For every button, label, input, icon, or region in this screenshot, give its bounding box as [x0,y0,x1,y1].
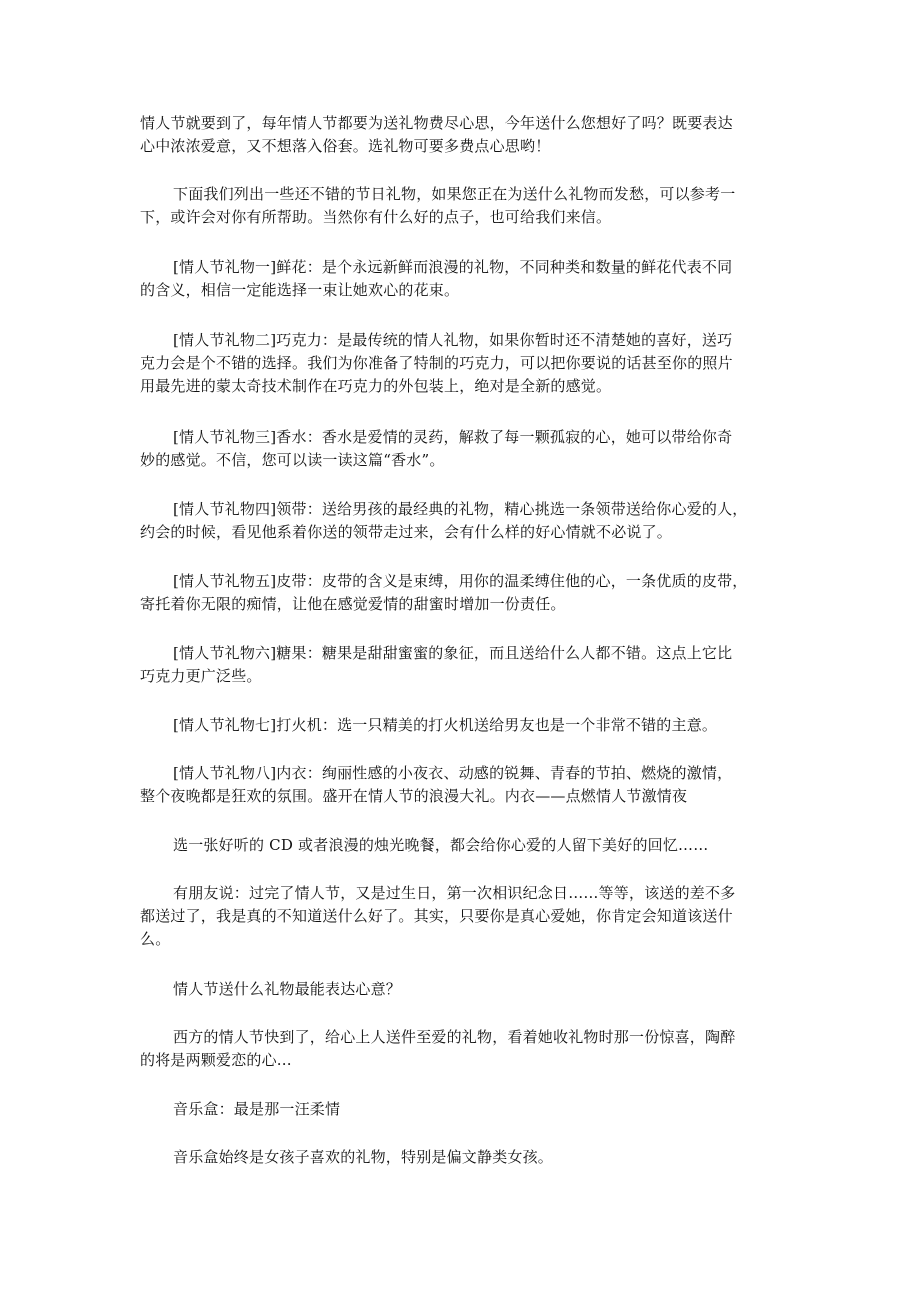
paragraph-intro [140,112,788,158]
text-line: 都送过了，我是真的不知道送什么好了。其实，只要你是真心爱她，你肯定会知道该送什 [140,907,733,925]
paragraph-music-box-heading [140,1098,788,1121]
text-line: [情人节礼物七]打火机：选一只精美的打火机送给男友也是一个非常不错的主意。 [173,716,718,734]
text-line: 么。 [140,930,171,948]
text-line: [情人节礼物二]巧克力：是最传统的情人礼物，如果你暂时还不清楚她的喜好，送巧 [173,331,733,349]
text-line: 音乐盒始终是女孩子喜欢的礼物，特别是偏文静类女孩。 [173,1148,554,1166]
text-line: 音乐盒：最是那一汪柔情 [173,1100,341,1118]
text-line: [情人节礼物三]香水：香水是爱情的灵药，解救了每一颗孤寂的心，她可以带给你奇 [173,428,733,446]
text-line: [情人节礼物八]内衣：绚丽性感的小夜衣、动感的锐舞、青春的节拍、燃烧的激情， [173,764,733,782]
text-line: 约会的时候，看见他系着你送的领带走过来，会有什么样的好心情就不必说了。 [140,523,673,541]
text-line: 巧克力更广泛些。 [140,667,262,685]
text-line: 心中浓浓爱意，又不想落入俗套。选礼物可要多费点心思哟！ [140,137,551,155]
text-line: [情人节礼物四]领带：送给男孩的最经典的礼物，精心挑选一条领带送给你心爱的人， [173,500,748,518]
text-line: 有朋友说：过完了情人节，又是过生日，第一次相识纪念日……等等，该送的差不多 [173,884,736,902]
text-line: 情人节就要到了，每年情人节都要为送礼物费尽心思，今年送什么您想好了吗？既要表达 [140,114,733,132]
paragraph-gift-1 [140,256,788,302]
text-line: 西方的情人节快到了，给心上人送件至爱的礼物，看着她收礼物时那一份惊喜，陶醉 [173,1028,736,1046]
text-line: 整个夜晚都是狂欢的氛围。盛开在情人节的浪漫大礼。内衣——点燃情人节激情夜 [140,787,688,805]
paragraph-friend-says [140,882,788,951]
text-line: 下，或许会对你有所帮助。当然你有什么好的点子，也可给我们来信。 [140,208,612,226]
text-line: 选一张好听的 CD 或者浪漫的烛光晚餐，都会给你心爱的人留下美好的回忆…… [173,836,709,854]
text-line: 寄托着你无限的痴情，让他在感觉爱情的甜蜜时增加一份责任。 [140,595,566,613]
text-line: 下面我们列出一些还不错的节日礼物，如果您正在为送什么礼物而发愁，可以参考一 [173,185,736,203]
text-line: [情人节礼物一]鲜花：是个永远新鲜而浪漫的礼物，不同种类和数量的鲜花代表不同 [173,258,733,276]
text-line: 情人节送什么礼物最能表达心意？ [173,980,402,998]
paragraph-question-heading [140,978,788,1001]
text-line: 的含义，相信一定能选择一束让她欢心的花束。 [140,281,460,299]
paragraph-western-valentine [140,1026,788,1072]
paragraph-gift-5 [140,570,788,616]
text-line: 妙的感觉。不信，您可以读一读这篇“香水”。 [140,451,445,469]
text-line: [情人节礼物六]糖果：糖果是甜甜蜜蜜的象征，而且送给什么人都不错。这点上它比 [173,644,733,662]
paragraph-gift-7 [140,714,788,737]
text-line: [情人节礼物五]皮带：皮带的含义是束缚，用你的温柔缚住他的心，一条优质的皮带， [173,572,748,590]
paragraph-gift-4 [140,498,788,544]
text-line: 的将是两颗爱恋的心... [140,1051,292,1069]
paragraph-gift-2 [140,329,788,398]
paragraph-gift-6 [140,642,788,688]
paragraph-gift-3 [140,426,788,472]
paragraph-music-box-body [140,1146,788,1169]
paragraph-list-intro [140,183,788,229]
paragraph-gift-8 [140,762,788,808]
text-line: 克力会是个不错的选择。我们为你准备了特制的巧克力，可以把你要说的话甚至你的照片 [140,354,733,372]
text-line: 用最先进的蒙太奇技术制作在巧克力的外包装上，绝对是全新的感觉。 [140,377,612,395]
paragraph-cd-dinner [140,834,788,857]
